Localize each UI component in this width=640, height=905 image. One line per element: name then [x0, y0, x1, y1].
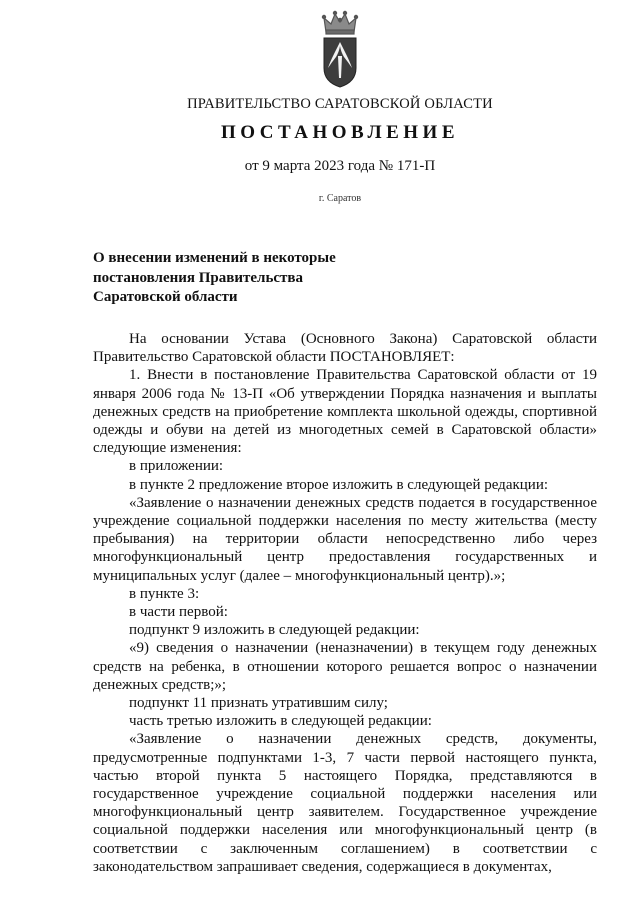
body-paragraph: «Заявление о назначении денежных средств, документы, предусмотренные подпунктами 1-3, 7 части первой настоящего пункта, частью второй пункта 5 настоящего Порядка, представляются в государственное учреждение социальной поддержки населения или многофункциональный центр заявителем. Государственное учреждение социальной поддержки населения или многофункциональный центр (в соответствии с заключенным соглашением) в соответствии с законодательством запрашивает сведения, содержащиеся в документах, — [93, 731, 597, 875]
body-paragraph: подпункт 11 признать утратившим силу; — [129, 695, 388, 712]
body-paragraph: в пункте 3: — [129, 585, 200, 602]
document-type: ПОСТАНОВЛЕНИЕ — [220, 122, 460, 143]
subject-line: постановления Правительства — [93, 269, 303, 286]
coat-of-arms-icon — [318, 10, 362, 90]
document-city: г. Саратов — [318, 193, 362, 204]
document-date-number: от 9 марта 2023 года № 171-П — [244, 158, 436, 174]
document-subject — [93, 249, 383, 308]
government-name: ПРАВИТЕЛЬСТВО САРАТОВСКОЙ ОБЛАСТИ — [187, 96, 493, 112]
body-paragraph: «9) сведения о назначении (неназначении) в текущем году денежных средств на ребенка, в отношении которого решается вопрос о назначении денежных средств;»; — [93, 640, 597, 693]
body-paragraph: в пункте 2 предложение второе изложить в следующей редакции: — [129, 476, 549, 493]
document-body — [93, 330, 597, 876]
body-paragraph: 1. Внести в постановление Правительства Саратовской области от 19 января 2006 года № 13-П «Об утверждении Порядка назначения и выплаты денежных средств на приобретение комплекта школьной одежды, спортивной одежды и обуви на детей из многодетных семей в Саратовской области» следующие изменения: — [93, 367, 597, 457]
body-paragraph: подпункт 9 изложить в следующей редакции: — [129, 622, 420, 639]
subject-line: Саратовской области — [93, 289, 238, 305]
body-paragraph: На основании Устава (Основного Закона) Саратовской области Правительство Саратовской области ПОСТАНОВЛЯЕТ: — [93, 331, 597, 366]
subject-line: О внесении изменений в некоторые — [93, 250, 336, 266]
body-paragraph: в приложении: — [129, 458, 224, 475]
body-paragraph: часть третью изложить в следующей редакции: — [129, 713, 432, 730]
body-paragraph: в части первой: — [129, 604, 228, 621]
body-paragraph: «Заявление о назначении денежных средств подается в государственное учреждение социальной поддержки населения по месту жительства (месту пребывания) на территории области непосредственно либо через многофункциональный центр предоставления государственных и муниципальных услуг (далее – многофункциональный центр).»; — [93, 494, 597, 584]
